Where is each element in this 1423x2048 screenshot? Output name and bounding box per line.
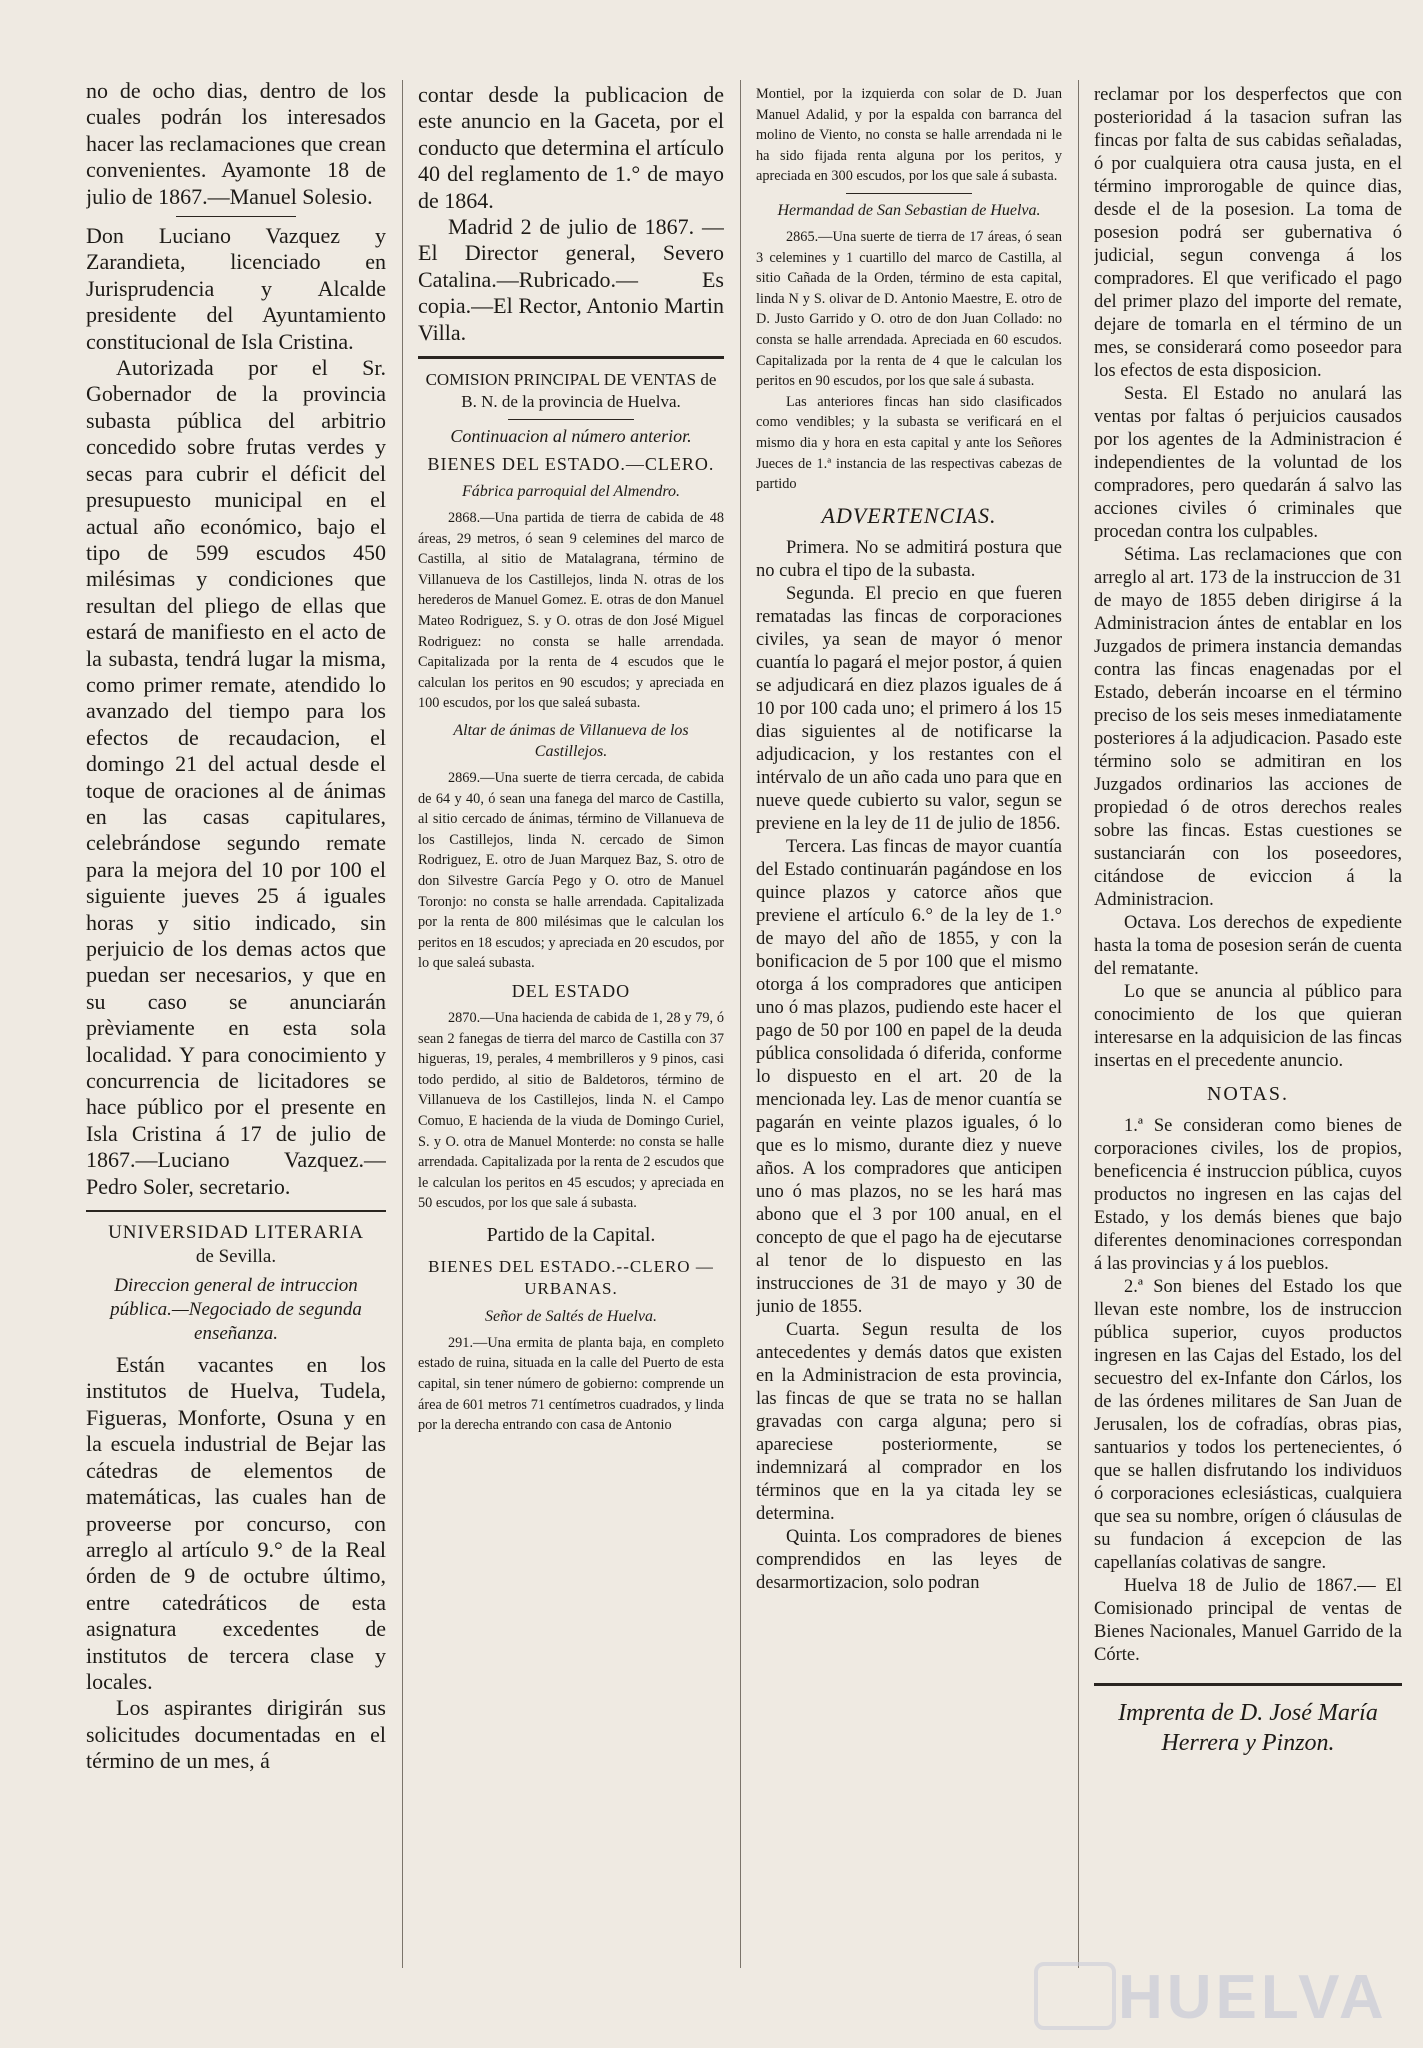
advertencia-5: Quinta. Los compradores de bienes comprendidos en las leyes de desarmortizacion, solo podran (756, 1526, 1062, 1593)
section-heading: DEL ESTADO (511, 980, 631, 1001)
section-subheading: Direccion general de intruccion pública.—Negociado de segunda enseñanza. (110, 1275, 362, 1345)
divider (1094, 1683, 1402, 1686)
paragraph: Madrid 2 de julio de 1867. —El Director general, Severo Catalina.—Rubricado.— Es copia.—El Rector, Antonio Martin Villa. (418, 214, 724, 345)
nota-1: 1.ª Se consideran como bienes de corporaciones civiles, los de propios, beneficencia é instruccion pública, cuyos productos no ingresen en las cajas del Estado, y los demás bienes que bajo diferentes denominaciones correspondan á las provincias y á los pueblos. (1094, 1116, 1402, 1274)
advertencia-1: Primera. No se admitirá postura que no cubra el tipo de la subasta. (756, 537, 1062, 581)
watermark: HUELVA (1118, 1963, 1388, 2032)
divider (176, 216, 296, 217)
paragraph: no de ocho dias, dentro de los cuales podrán los interesados hacer las reclamaciones que crean convenientes. Ayamonte 18 de julio de 1867.—Manuel Solesio. (86, 78, 386, 209)
section-heading: BIENES DEL ESTADO.--CLERO — URBANAS. (428, 1256, 714, 1298)
listing-2868: 2868.—Una partida de tierra de cabida de 48 áreas, 29 metros, ó sean 9 celemines del marco de Castilla, al sitio de Matalagrana, término de Villanueva de los Castillejos, linda N. otras de los herederos de Manuel Gomez. E. otras de don Manuel Mateo Rodriguez, S. y O. otras de don José Miguel Rodriguez: no consta se halle arrendada. Capitalizada por la renta de 4 escudos que le calculan los peritos en 90 escudos; y apreciada en 100 escudos, por los que saleá subasta. (418, 510, 724, 712)
column-2 (418, 82, 724, 1436)
watermark-seal-icon (1034, 1962, 1116, 2030)
heading-alcalde: Don Luciano Vazquez y Zarandieta, licenciado en Jurisprudencia y Alcalde presidente del Ayuntamiento constitucional de Isla Cristina. (86, 223, 386, 354)
divider (86, 1210, 386, 1212)
paragraph: Lo que se anuncia al público para conocimiento de los que quieran interesarse en la adquisicion de las fincas insertas en el precedente anuncio. (1094, 982, 1402, 1071)
section-subheading: de Sevilla. (195, 1246, 277, 1268)
advertencia-7: Sétima. Las reclamaciones que con arreglo al art. 173 de la instruccion de 31 de mayo de 1855 deben dirigirse á la Administracion ántes de entablar en los Juzgados de primera instancia demandas contra las fincas enagenadas por el Estado, deberán incoarse en el término preciso de los seis meses inmediatamente posteriores á la adjudicacion. Pasado este término solo se admitiran en los Juzgados ordinarios las acciones de propiedad ó de otros derechos reales sobre las fincas. Estas cuestiones se sustanciarán con los poseedores, citándose de eviccion á la Administracion. (1094, 545, 1402, 910)
nota-2: 2.ª Son bienes del Estado los que llevan este nombre, los de instruccion pública superior, cuyos productos ingresen en las Cajas del Estado, los del secuestro del ex-Infante don Cárlos, los de las órdenes militares de San Juan de Jerusalen, los de cofradías, obras pias, santuarios y todos los pertenecientes, ó que se hallen disfrutando los individuos ó corporaciones eclesiásticas, cualquiera que sea su nombre, orígen ó cláusulas de su fundacion á excepcion de las capellanías colativas de sangre. (1094, 1277, 1402, 1573)
section-subheading: Continuacion al número anterior. (450, 426, 692, 447)
section-subheading: Altar de ánimas de Villanueva de los Castillejos. (453, 722, 689, 760)
paragraph: reclamar por los desperfectos que con posterioridad á la tasacion sufran las fincas por falta de sus cabidas señaladas, ó por cualquiera otra causa justa, en el término improrogable de quince dias, desde el de la posesion. La toma de posesion podrá ser gubernativa ó judicial, segun convenga á los compradores. El que verificado el pago del primer plazo del importe del remate, dejare de tomarla en el término de un mes, se considerará como poseedor para los efectos de esta disposicion. (1094, 85, 1402, 381)
paragraph: Las anteriores fincas han sido clasificados como vendibles; y la subasta se verificará en el mismo dia y hora en esta capital y ante los Señores Jueces de 1.ª instancia de las respectivas cabezas de partido (756, 393, 1062, 493)
column-3 (756, 84, 1062, 1595)
section-subheading: Fábrica parroquial del Almendro. (461, 483, 681, 501)
column-divider (740, 80, 741, 1968)
column-divider (402, 80, 403, 1968)
divider (508, 419, 634, 420)
divider (418, 356, 724, 359)
listing-2870: 2870.—Una hacienda de cabida de 1, 28 y 79, ó sean 2 fanegas de tierra del marco de Castilla con 37 higueras, 19, perales, 4 membrilleros y 9 pinos, casi todo perdido, al sitio de Baldetoros, término de Villanueva de los Castillejos, linda N. el Campo Comuo, E hacienda de la viuda de Domingo Curiel, S. y O. otra de Manuel Monterde: no consta se halle arrendada. Capitalizada por la renta de 2 escudos que le calculan los peritos en 45 escudos; y apreciada en 50 escudos, por los que sale á subasta. (418, 1009, 724, 1212)
divider (846, 193, 972, 194)
listing-2869: 2869.—Una suerte de tierra cercada, de cabida de 64 y 40, ó sean una fanega del marco de Castilla, al sitio cercado de ánimas, término de Villanueva de los Castillejos, linda N. cercado de Simon Rodriguez, E. otro de Juan Marquez Baz, S. otro de don Silvestre García Pego y O. otro de Manuel Toronjo: no consta se halle arrendada. Capitalizada por la renta de 800 milésimas que le calculan los peritos en 18 escudos; y apreciada en 20 escudos, por lo que saleá subasta. (418, 770, 724, 972)
section-heading: COMISION PRINCIPAL DE VENTAS de B. N. de la provincia de Huelva. (425, 370, 717, 412)
paragraph: Montiel, por la izquierda con solar de D. Juan Manuel Adalid, y por la espalda con barranca del molino de Viento, no consta se halle arrendada ni le ha sido fijada renta alguna por los peritos, y apreciada en 300 escudos, por los que sale á subasta. (756, 86, 1062, 185)
paragraph: contar desde la publicacion de este anuncio en la Gaceta, por el conducto que determina el artículo 40 del reglamento de 1.° de mayo de 1864. (418, 82, 724, 213)
listing-2865: 2865.—Una suerte de tierra de 17 áreas, ó sean 3 celemines y 1 cuartillo del marco de Castilla, al sitio Cañada de la Orden, término de esta capital, linda N y S. olivar de D. Antonio Maestre, E. otro de D. Justo Garrido y O. otro de don Juan Collado: no consta se halle arrendada. Apreciada en 60 escudos. Capitalizada por la renta de 4 que le calculan los peritos en 90 escudos, por los que sale á subasta. (756, 228, 1062, 390)
section-heading: Partido de la Capital. (486, 1223, 656, 1246)
advertencia-8: Octava. Los derechos de expediente hasta la toma de posesion serán de cuenta del rematante. (1094, 913, 1402, 979)
advertencia-4: Cuarta. Segun resulta de los antecedentes y demás datos que existen en la Administracion de esta provincia, las fincas de que se trata no se hallan gravadas con carga alguna; pero si apareciese posteriormente, se indemnizará al comprador en los términos que en la ya citada ley se determina. (756, 1319, 1062, 1524)
printer-imprint: Imprenta de D. José María Herrera y Pinzon. (1118, 1700, 1378, 1756)
column-1 (86, 78, 386, 1775)
section-heading: NOTAS. (1206, 1083, 1290, 1105)
section-heading: ADVERTENCIAS. (821, 502, 997, 528)
section-subheading: Hermandad de San Sebastian de Huelva. (777, 201, 1041, 219)
signature: Huelva 18 de Julio de 1867.— El Comisionado principal de ventas de Bienes Nacionales, Manuel Garrido de la Córte. (1094, 1576, 1402, 1665)
paragraph: Están vacantes en los institutos de Huelva, Tudela, Figueras, Monforte, Osuna y en la escuela industrial de Bejar las cátedras de elementos de matemáticas, las cuales han de proveerse por concurso, con arreglo al artículo 9.° de la Real órden de 9 de octubre último, entre catedráticos de esta asignatura excedentes de institutos de tercera clase y locales. (86, 1352, 386, 1694)
listing-291: 291.—Una ermita de planta baja, en completo estado de ruina, situada en la calle del Puerto de esta capital, sin tener número de gobierno: comprende un área de 601 metros 71 centímetros cuadrados, y linda por la derecha entrando con casa de Antonio (418, 1334, 724, 1434)
advertencia-3: Tercera. Las fincas de mayor cuantía del Estado continuarán pagándose en los quince plazos y catorce años que previene el artículo 6.° de la ley de 1.° de mayo del año de 1855, y con la bonificacion de 5 por 100 que el mismo otorga á los compradores que anticipen uno ó mas plazos, pudiendo este hacer el pago de 50 por 100 en papel de la deuda pública consolidada ó diferida, conforme lo dispuesto en el art. 20 de la mencionada ley. Las de menor cuantía se pagarán en veinte plazos iguales, ó lo que es lo mismo, durante diez y nueve años. A los compradores que anticipen uno ó mas plazos, no se les hará mas abono que el 3 por 100 anual, en el concepto de que el pago ha de ejecutarse al tenor de lo dispuesto en las instrucciones de 31 de mayo y 30 de junio de 1855. (756, 836, 1062, 1317)
advertencia-2: Segunda. El precio en que fueren rematadas las fincas de corporaciones civiles, ya sean de mayor ó menor cuantía lo pagará el mejor postor, á quien se adjudicará en diez plazos iguales de á 10 por 100 cada uno; el primero á los 15 dias siguientes al de notificarse la adjudicacion, y los restantes con el intérvalo de un año cada uno para que en nueve quede cubierto su valor, segun se previene en la ley de 11 de julio de 1856. (756, 583, 1062, 834)
paragraph: Los aspirantes dirigirán sus solicitudes documentadas en el término de un mes, á (86, 1695, 386, 1774)
section-heading: BIENES DEL ESTADO.—CLERO. (427, 454, 715, 475)
column-divider (1078, 80, 1079, 1968)
paragraph: Autorizada por el Sr. Gobernador de la provincia subasta pública del arbitrio concedido sobre frutas verdes y secas para cubrir el déficit del presupuesto municipal en el actual año económico, bajo el tipo de 599 escudos 450 milésimas y condiciones que resultan del pliego de ellas que estará de manifiesto en el acto de la subasta, tendrá lugar la misma, como primer remate, atendido lo avanzado del tiempo para los efectos de recaudacion, el domingo 21 del actual desde el toque de oraciones al de ánimas en las casas capitulares, celebrándose segundo remate para la mejora del 10 por 100 el siguiente jueves 25 á iguales horas y sitio indicado, sin perjuicio de los demas actos que puedan ser necesarios, y que en su caso se anunciarán prèviamente en esta sola localidad. Y para conocimiento y concurrencia de licitadores se hace público por el presente en Isla Cristina á 17 de julio de 1867.—Luciano Vazquez.—Pedro Soler, secretario. (86, 355, 386, 1199)
column-4 (1094, 84, 1402, 1758)
section-subheading: Señor de Saltés de Huelva. (485, 1307, 657, 1325)
section-heading: UNIVERSIDAD LITERARIA (108, 1222, 364, 1244)
advertencia-6: Sesta. El Estado no anulará las ventas por faltas ó perjuicios causados por los agentes de la Administracion é independientes de la voluntad de los compradores, pero quedarán á salvo las acciones civiles ó criminales que procedan contra los culpables. (1094, 384, 1402, 542)
